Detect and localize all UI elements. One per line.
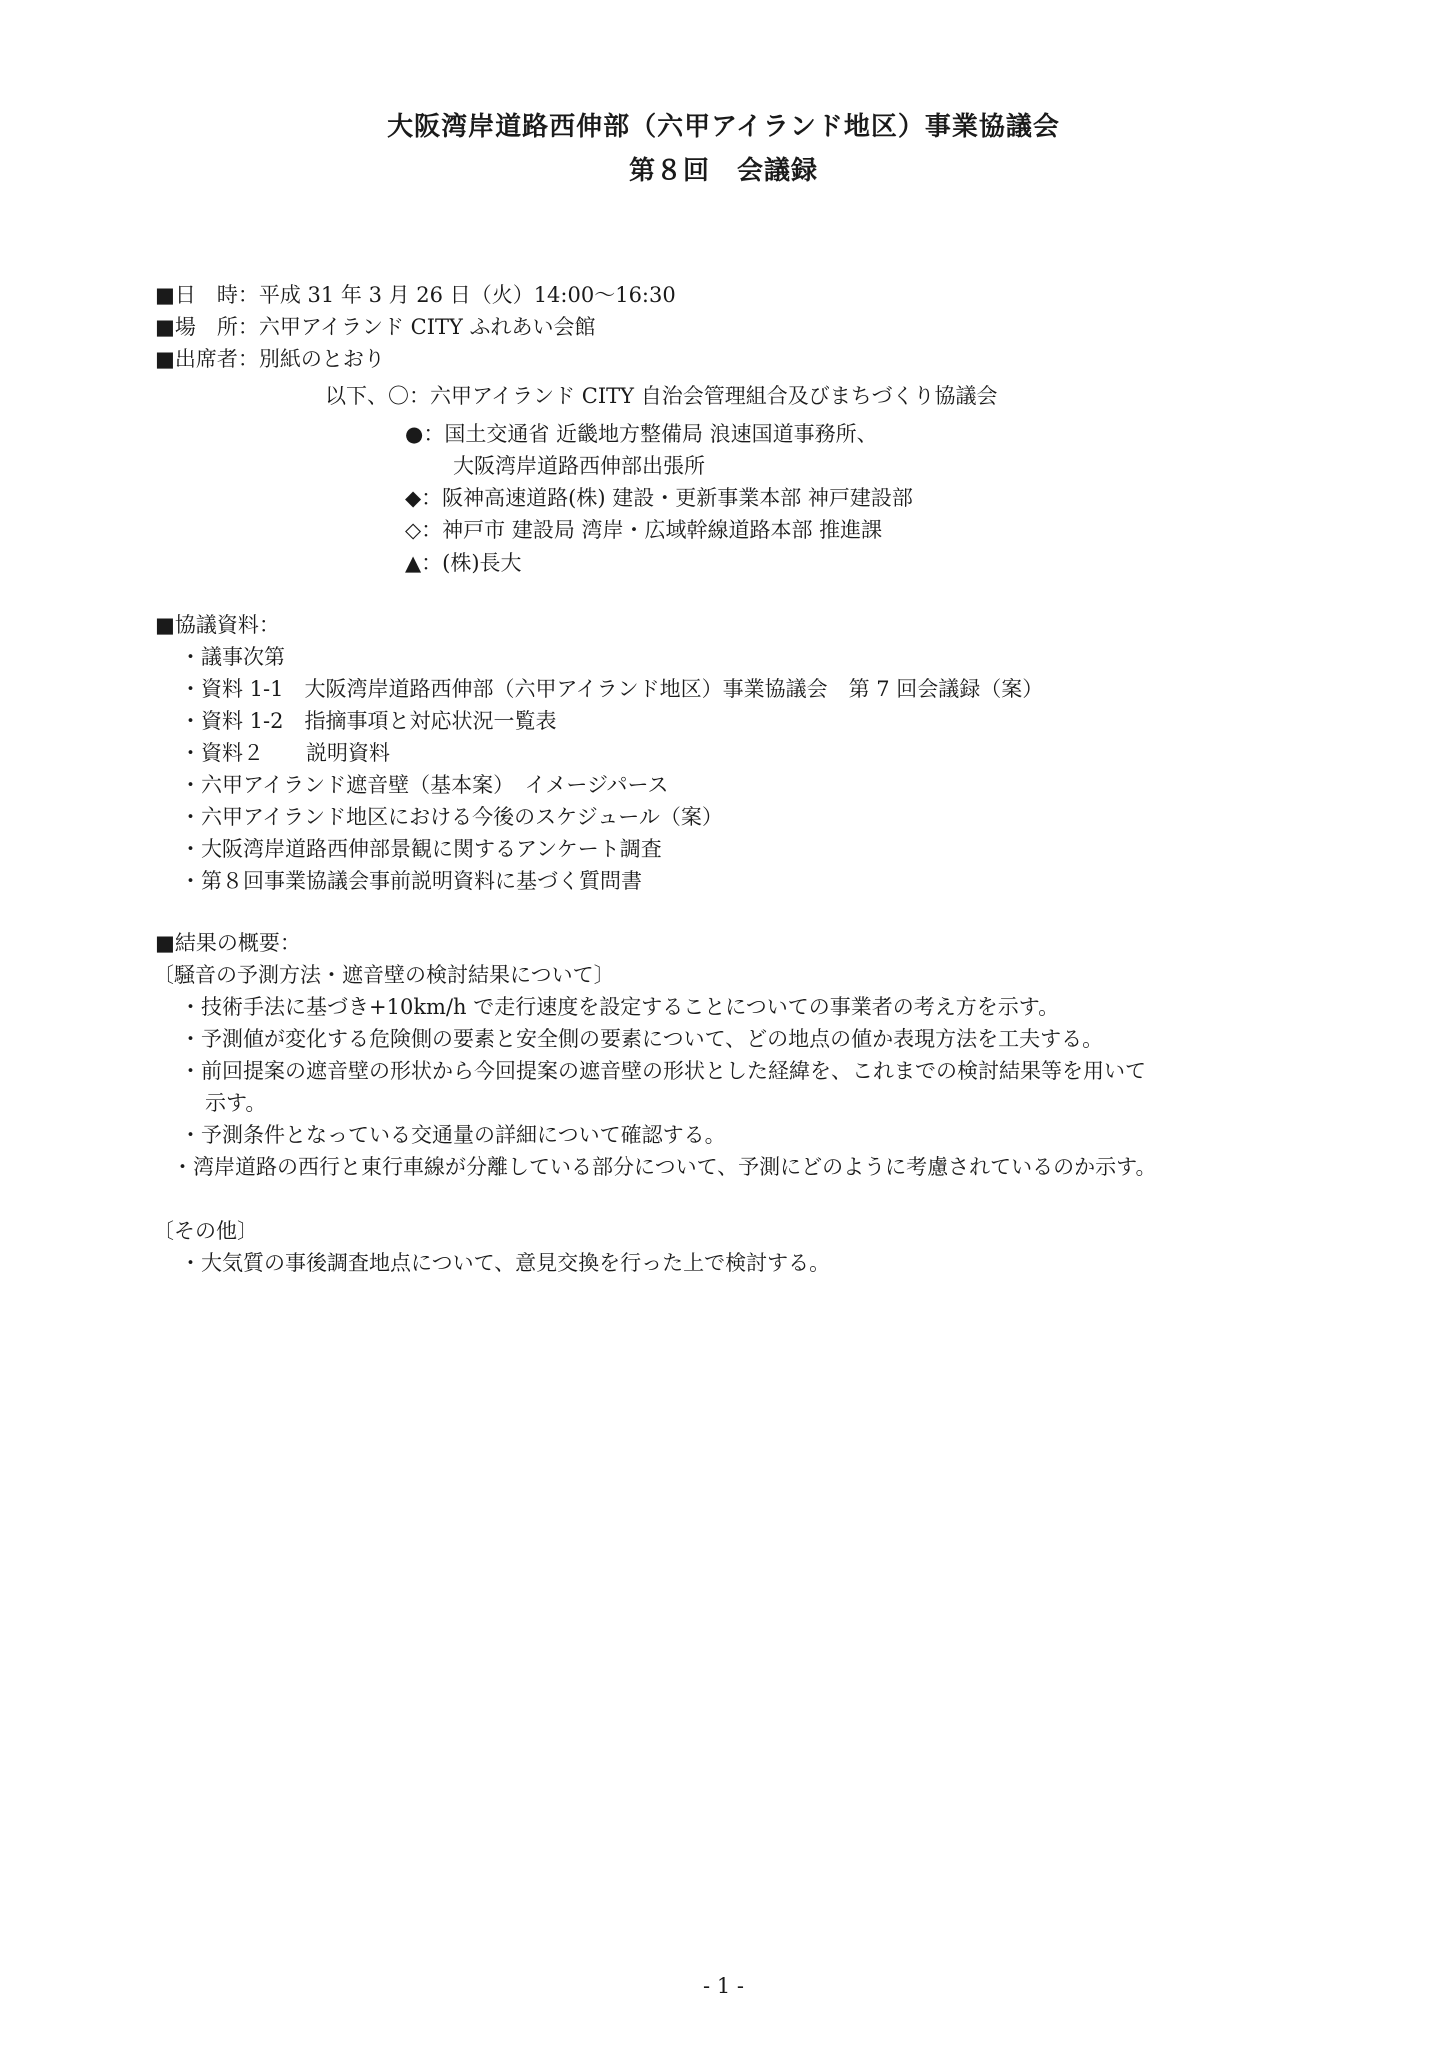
legend-intro: 以下、〇：六甲アイランド CITY 自治会管理組合及びまちづくり協議会 [325,384,998,408]
results-item: ・前回提案の遮音壁の形状から今回提案の遮音壁の形状とした経緯を、これまでの検討結果等を用いて [180,1059,1146,1083]
results-item: ・予測値が変化する危険側の要素と安全側の要素について、どの地点の値か表現方法を工夫する。 [180,1027,1104,1051]
meeting-attendees: ■出席者：別紙のとおり [155,347,385,371]
materials-item: ・資料 1-2 指摘事項と対応状況一覧表 [180,709,557,733]
materials-item: ・六甲アイランド地区における今後のスケジュール（案） [180,805,723,829]
legend-item: ◆：阪神高速道路(株) 建設・更新事業本部 神戸建設部 [405,486,913,510]
materials-item: ・資料２ 説明資料 [180,741,390,765]
document-title: 大阪湾岸道路西伸部（六甲アイランド地区）事業協議会 [387,112,1060,142]
meeting-datetime: ■日 時：平成 31 年 3 月 26 日（火）14:00～16:30 [155,283,676,307]
document-subtitle: 第８回 会議録 [628,156,818,186]
materials-heading: ■協議資料： [155,613,280,637]
results-item: ・技術手法に基づき+10km/h で走行速度を設定することについての事業者の考え方を示す。 [180,995,1060,1019]
results-section-title: 〔騒音の予測方法・遮音壁の検討結果について〕 [153,963,615,987]
materials-item: ・議事次第 [180,645,285,669]
results-section-title: 〔その他〕 [153,1219,258,1243]
results-item: ・大気質の事後調査地点について、意見交換を行った上で検討する。 [180,1251,831,1275]
legend-item-continuation: 大阪湾岸道路西伸部出張所 [453,454,705,478]
materials-item: ・六甲アイランド遮音壁（基本案） イメージパース [180,773,669,797]
legend-item: ●：国土交通省 近畿地方整備局 浪速国道事務所、 [405,422,878,446]
materials-item: ・資料 1-1 大阪湾岸道路西伸部（六甲アイランド地区）事業協議会 第 7 回会議録（案） [180,677,1044,701]
results-item: ・湾岸道路の西行と東行車線が分離している部分について、予測にどのように考慮されているのか示す。 [172,1155,1157,1179]
page-number: - 1 - [703,1974,744,1998]
materials-item: ・大阪湾岸道路西伸部景観に関するアンケート調査 [180,837,662,861]
results-item-continuation: 示す。 [205,1091,267,1115]
materials-item: ・第８回事業協議会事前説明資料に基づく質問書 [180,869,642,893]
legend-item: ◇：神戸市 建設局 湾岸・広域幹線道路本部 推進課 [405,518,883,542]
legend-item: ▲：(株)長大 [405,551,522,575]
results-heading: ■結果の概要： [155,931,301,955]
results-item: ・予測条件となっている交通量の詳細について確認する。 [180,1123,726,1147]
meeting-place: ■場 所：六甲アイランド CITY ふれあい会館 [155,315,596,339]
